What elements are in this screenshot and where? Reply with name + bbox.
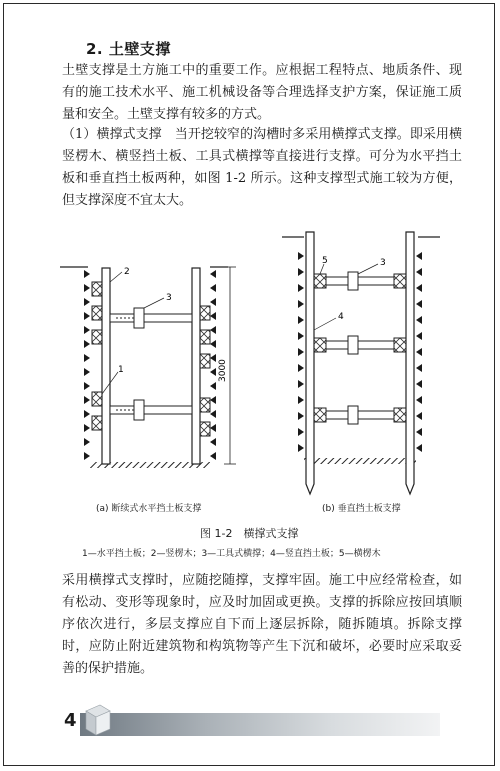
figure-legend: 1—水平挡土板；2—竖楞木；3—工具式横撑；4—竖直挡土板；5—横楞木 [82, 549, 381, 559]
label-a-2: 2 [124, 267, 130, 277]
label-b-4: 4 [338, 312, 344, 322]
vertical-post-left-a [102, 268, 110, 464]
figure-bracing-diagram [60, 222, 440, 512]
figure-caption: 图 1-2 横撑式支撑 [200, 527, 299, 540]
horizontal-boards-left-a [92, 282, 102, 430]
footer-gradient-bar [80, 713, 440, 736]
label-a-1: 1 [118, 365, 124, 375]
vertical-board-right-b [406, 232, 414, 494]
strut-lower-a [110, 400, 192, 420]
paragraph-intro: 土壁支撑是土方施工中的重要工作。应根据工程特点、地质条件、现有的施工技术水平、施工机械设备等合理选择支护方案，保证施工质量和安全。土壁支撑有较多的方式。 [62, 63, 462, 122]
label-b-5: 5 [322, 256, 328, 266]
dimension-3000 [218, 267, 236, 464]
earth-wall-left-b [298, 252, 304, 452]
label-b-3: 3 [380, 258, 386, 268]
footer-cube-graphic [84, 697, 112, 737]
earth-wall-right-b [416, 252, 422, 452]
diagram-b-vertical-boards [282, 232, 440, 494]
vertical-board-left-b [306, 232, 314, 494]
vertical-post-right-a [192, 268, 200, 464]
paragraph-horizontal-bracing: （1）横撑式支撑 当开挖较窄的沟槽时多采用横撑式支撑。即采用横竖楞木、横竖挡土板、工具式横撑等直接进行支撑。可分为水平挡土板和垂直挡土板两种，如图 1-2 所示。这种支撑型式施工较为方便，但支撑深度不宜太大。 [62, 127, 462, 208]
page-number: 4 [64, 710, 77, 731]
section-heading: 2. 土壁支撑 [86, 40, 171, 58]
diagram-a-horizontal-boards [60, 267, 236, 468]
trench-bottom-b [304, 458, 416, 464]
subfigure-caption-a: (a) 断续式水平挡土板支撑 [96, 504, 202, 514]
subfigure-caption-b: (b) 垂直挡土板支撑 [322, 504, 401, 514]
earth-wall-right-a [210, 270, 216, 460]
earth-wall-left-a [84, 270, 90, 460]
struts-b [326, 272, 394, 424]
dimension-label: 3000 [218, 359, 228, 382]
strut-upper-a [110, 308, 192, 328]
horizontal-boards-right-a [200, 306, 210, 436]
paragraph-bracing-procedure: 采用横撑式支撑时，应随挖随撑，支撑牢固。施工中应经常检查，如有松动、变形等现象时，应及时加固或更换。支撑的拆除应按回填顺序依次进行，多层支撑应自下而上逐层拆除，随拆随填。拆除支撑时，应防止附近建筑物和构筑物等产生下沉和破坏，必要时应采取妥善的保护措施。 [62, 573, 462, 676]
label-a-3: 3 [166, 293, 172, 303]
